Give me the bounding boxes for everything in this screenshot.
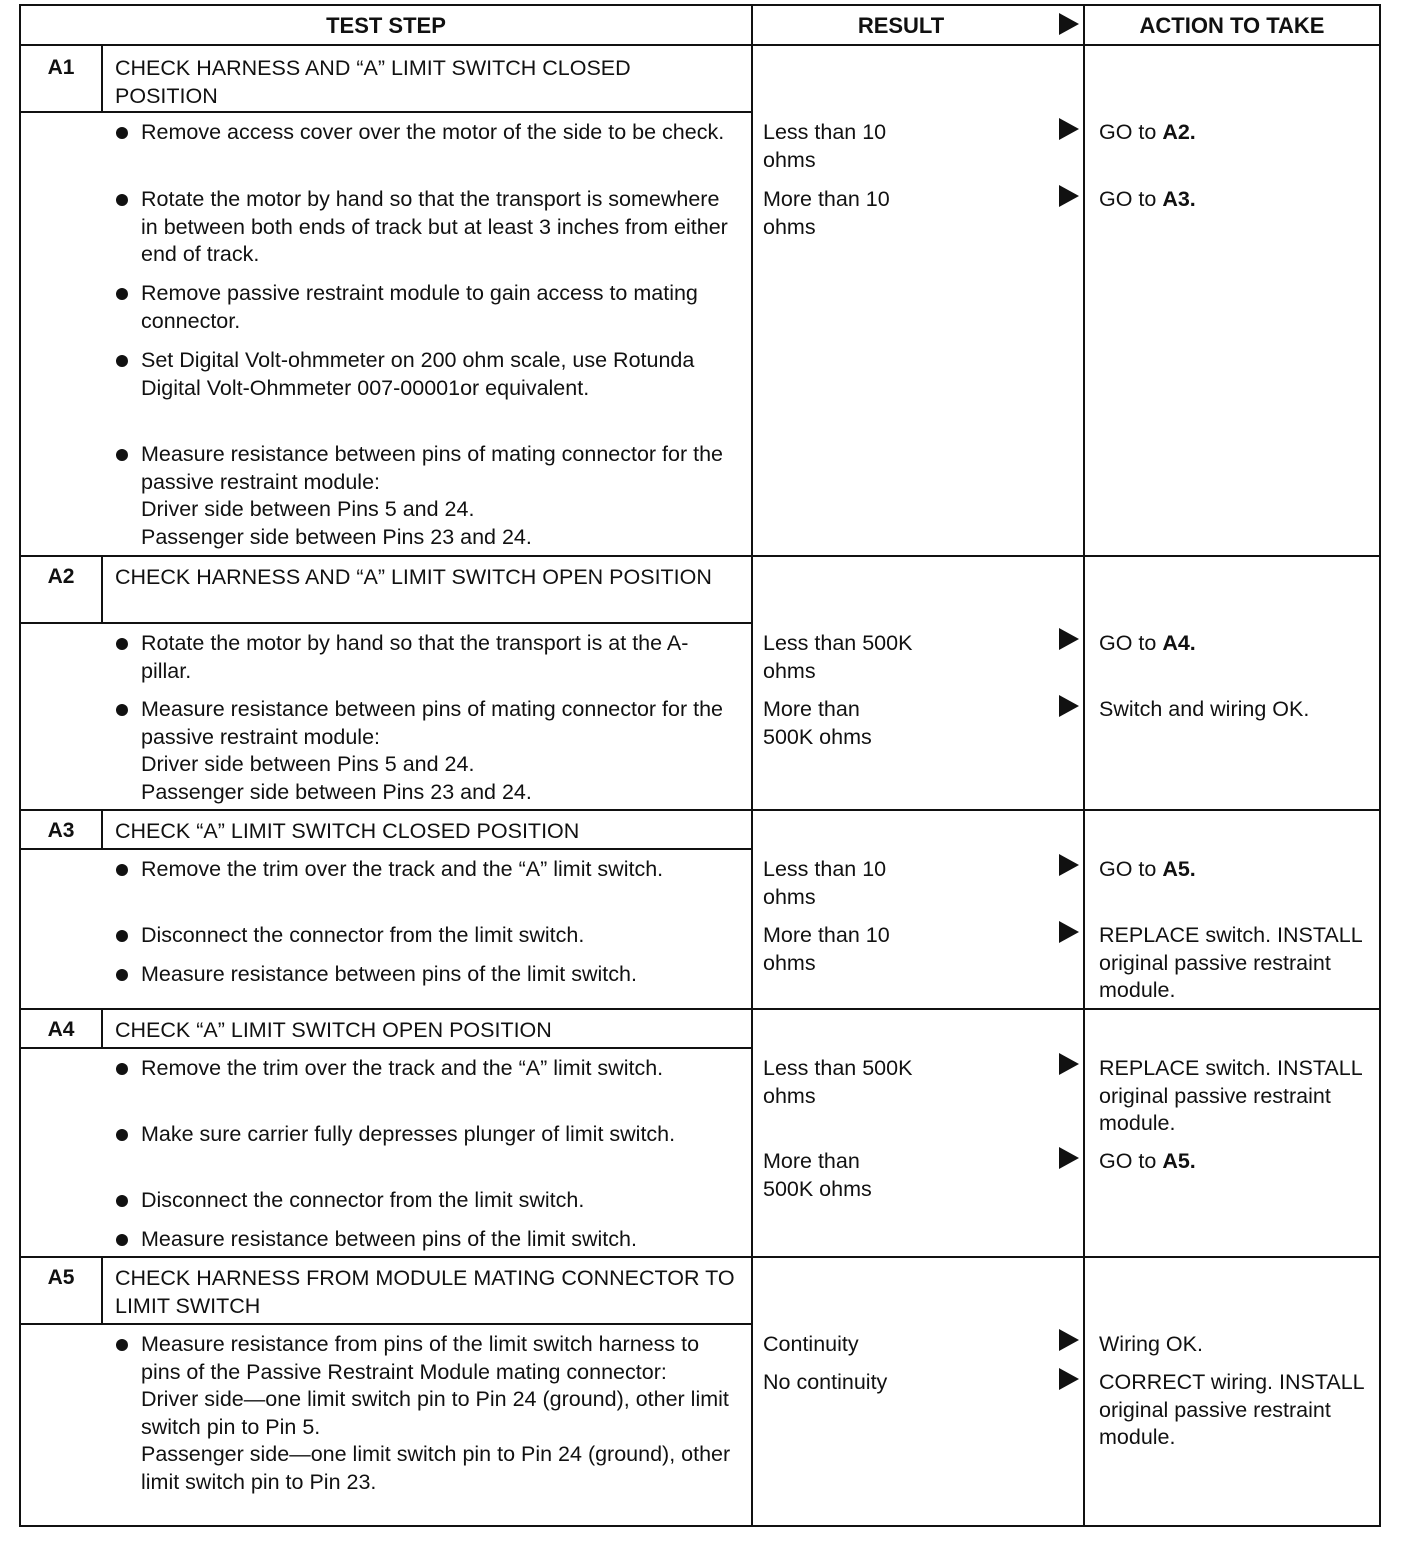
action-text: CORRECT wiring. INSTALL original passive restraint module. <box>1099 1370 1364 1449</box>
title-divider <box>21 1047 751 1049</box>
step-bullet: Remove access cover over the motor of the side to be check. <box>115 119 735 147</box>
step-bullet: Remove passive restraint module to gain access to mating connector. <box>115 280 735 335</box>
action-text: Switch and wiring OK. <box>1099 697 1310 721</box>
title-divider <box>21 622 751 624</box>
result-text: Less than 10 ohms <box>763 120 887 172</box>
id-divider <box>101 1258 103 1324</box>
result-text: Continuity <box>763 1332 859 1356</box>
step-bullet: Remove the trim over the track and the “A” limit switch. <box>115 856 735 884</box>
result-text: More than 500K ohms <box>763 1149 872 1201</box>
step-title: CHECK “A” LIMIT SWITCH CLOSED POSITION <box>115 819 580 843</box>
result-text: More than 10 ohms <box>763 923 890 975</box>
arrow-icon <box>1059 1053 1079 1075</box>
result-text: Less than 10 ohms <box>763 857 887 909</box>
step-title: CHECK “A” LIMIT SWITCH OPEN POSITION <box>115 1018 552 1042</box>
arrow-icon <box>1059 921 1079 943</box>
column-divider <box>1083 6 1085 1525</box>
step-id: A5 <box>47 1266 75 1289</box>
step-bullet: Disconnect the connector from the limit switch. <box>115 922 735 950</box>
step-bullet: Measure resistance from pins of the limit switch harness to pins of the Passive Restraint Module mating connector: Driver side—one limit switch pin to Pin 24 (ground), other limit switch pin to Pin 5. Passenger side—one limit switch pin to Pin 24 (ground), other limit switch pin to Pin 23. <box>115 1331 735 1496</box>
step-bullet: Set Digital Volt-ohmmeter on 200 ohm scale, use Rotunda Digital Volt-Ohmmeter 007-00001or equivalent. <box>115 347 735 402</box>
row-divider <box>21 1008 1379 1010</box>
step-id: A1 <box>47 56 75 79</box>
header-action: ACTION TO TAKE <box>1139 13 1325 38</box>
action-text: REPLACE switch. INSTALL original passive restraint module. <box>1099 1056 1362 1135</box>
arrow-icon <box>1059 185 1079 207</box>
action-text: GO to A5. <box>1099 857 1196 881</box>
arrow-icon <box>1059 695 1079 717</box>
header-arrow-icon <box>1059 13 1079 35</box>
result-text: No continuity <box>763 1370 888 1394</box>
result-text: More than 500K ohms <box>763 697 872 749</box>
step-bullet: Make sure carrier fully depresses plunger of limit switch. <box>115 1121 735 1149</box>
header-result: RESULT <box>857 13 945 38</box>
step-title: CHECK HARNESS FROM MODULE MATING CONNECTOR TO LIMIT SWITCH <box>115 1266 735 1318</box>
diagnostic-table <box>19 4 1381 1527</box>
result-text: More than 10 ohms <box>763 187 890 239</box>
id-divider <box>101 811 103 848</box>
step-bullet: Measure resistance between pins of the limit switch. <box>115 961 735 989</box>
step-bullet: Measure resistance between pins of mating connector for the passive restraint module: Driver side between Pins 5 and 24. Passenger side between Pins 23 and 24. <box>115 441 735 551</box>
result-text: Less than 500K ohms <box>763 631 913 683</box>
column-divider <box>751 6 753 1525</box>
step-bullet: Rotate the motor by hand so that the transport is at the A-pillar. <box>115 630 735 685</box>
step-bullet: Measure resistance between pins of the limit switch. <box>115 1226 735 1254</box>
step-id: A2 <box>47 565 75 588</box>
arrow-icon <box>1059 1368 1079 1390</box>
action-text: Wiring OK. <box>1099 1332 1203 1356</box>
row-divider <box>21 555 1379 557</box>
action-text: REPLACE switch. INSTALL original passive restraint module. <box>1099 923 1362 1002</box>
action-text: GO to A2. <box>1099 120 1196 144</box>
arrow-icon <box>1059 1329 1079 1351</box>
arrow-icon <box>1059 1147 1079 1169</box>
step-title: CHECK HARNESS AND “A” LIMIT SWITCH OPEN POSITION <box>115 565 712 589</box>
id-divider <box>101 1010 103 1047</box>
step-bullet: Remove the trim over the track and the “A” limit switch. <box>115 1055 735 1083</box>
step-bullet: Disconnect the connector from the limit switch. <box>115 1187 735 1215</box>
action-text: GO to A4. <box>1099 631 1196 655</box>
id-divider <box>101 46 103 112</box>
title-divider <box>21 848 751 850</box>
action-text: GO to A5. <box>1099 1149 1196 1173</box>
step-id: A3 <box>47 819 75 842</box>
title-divider <box>21 111 751 113</box>
action-text: GO to A3. <box>1099 187 1196 211</box>
id-divider <box>101 557 103 623</box>
title-divider <box>21 1323 751 1325</box>
step-title: CHECK HARNESS AND “A” LIMIT SWITCH CLOSED POSITION <box>115 56 631 108</box>
arrow-icon <box>1059 854 1079 876</box>
arrow-icon <box>1059 118 1079 140</box>
row-divider <box>21 809 1379 811</box>
step-bullet: Measure resistance between pins of mating connector for the passive restraint module: Driver side between Pins 5 and 24. Passenger side between Pins 23 and 24. <box>115 696 735 806</box>
step-bullet: Rotate the motor by hand so that the transport is somewhere in between both ends of track but at least 3 inches from either end of track. <box>115 186 735 269</box>
row-divider <box>21 1256 1379 1258</box>
header-divider <box>21 44 1379 46</box>
arrow-icon <box>1059 628 1079 650</box>
step-id: A4 <box>47 1018 75 1041</box>
header-test-step: TEST STEP <box>326 13 446 38</box>
result-text: Less than 500K ohms <box>763 1056 913 1108</box>
